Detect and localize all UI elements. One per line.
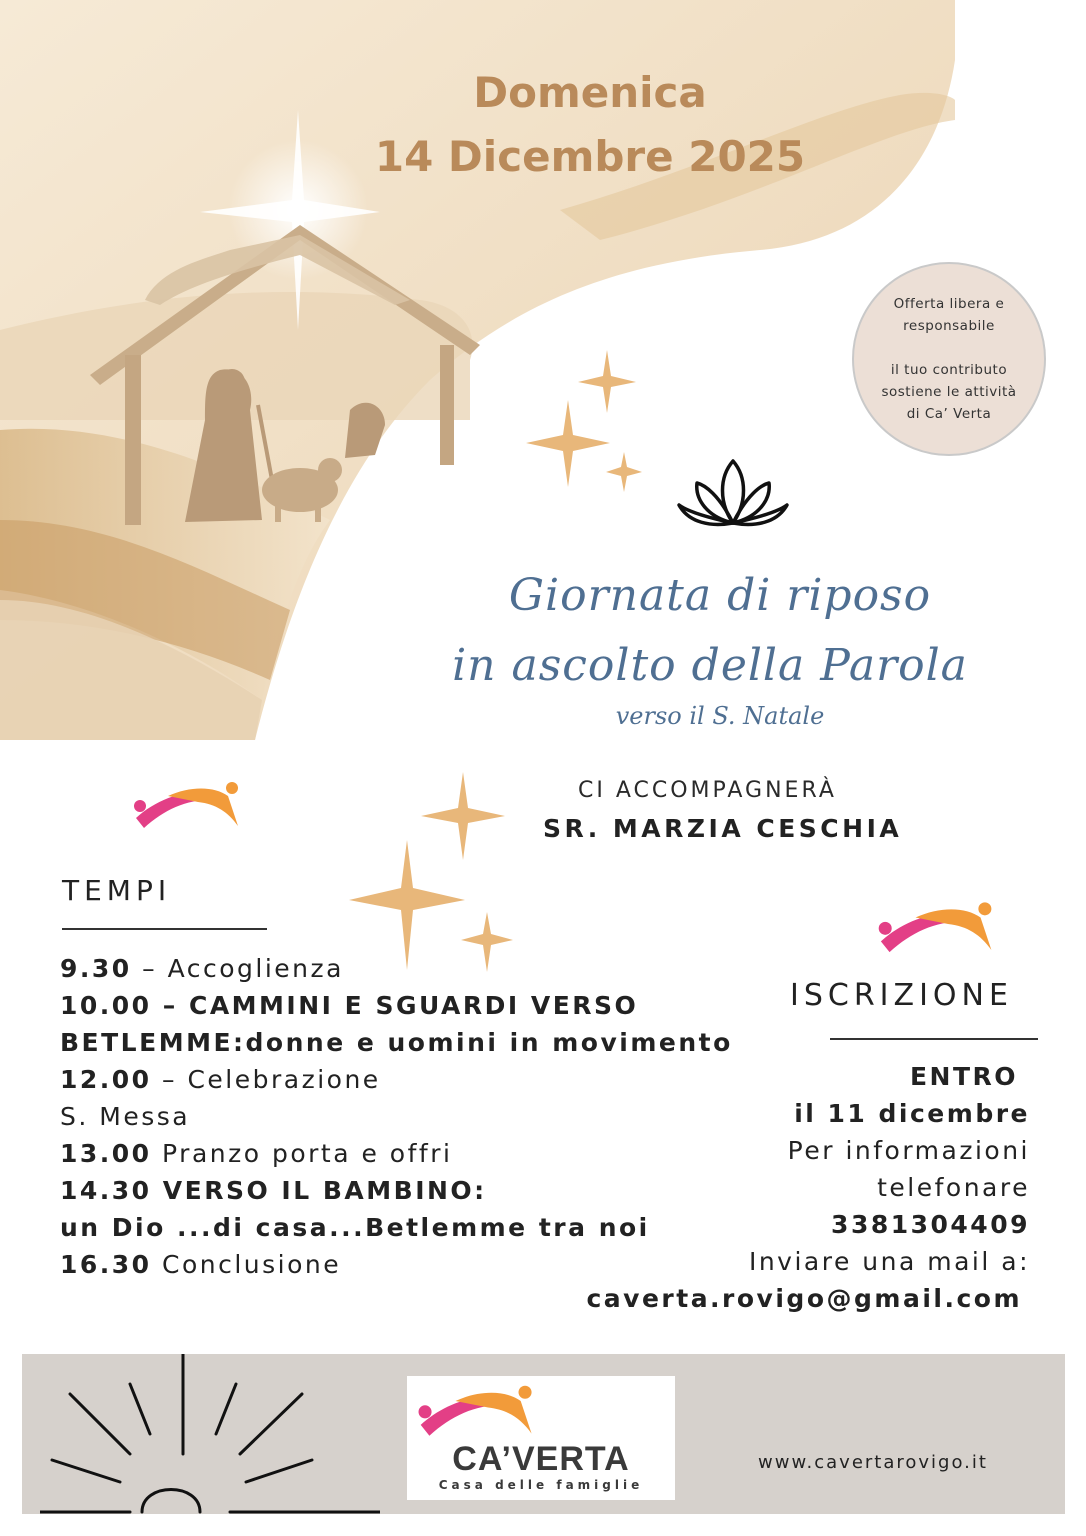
schedule-item: 9.30 – Accoglienza (60, 954, 344, 983)
phone-number[interactable]: 3381304409 (831, 1210, 1030, 1239)
caverta-logo-icon (128, 778, 243, 838)
registration-info-line: Per informazioni (787, 1136, 1030, 1165)
title-line-2: in ascolto della Parola (452, 640, 968, 691)
schedule-item: 14.30 VERSO IL BAMBINO: (60, 1176, 487, 1205)
offer-line: il tuo contributo (890, 362, 1008, 378)
sparkle-stars-icon (520, 345, 670, 495)
divider (62, 928, 267, 930)
registration-heading: ISCRIZIONE (790, 978, 1013, 1013)
schedule-item: 16.30 Conclusione (60, 1250, 342, 1279)
schedule-heading: TEMPI (62, 874, 172, 907)
schedule-item: 13.00 Pranzo porta e offri (60, 1139, 453, 1168)
offer-line: sostiene le attività (881, 384, 1017, 400)
accompany-name: SR. MARZIA CESCHIA (543, 814, 903, 843)
registration-info (586, 1058, 1030, 1317)
offer-circle (852, 262, 1046, 456)
divider (830, 1038, 1038, 1040)
registration-deadline: il 11 dicembre (794, 1099, 1030, 1128)
website-link[interactable]: www.cavertarovigo.it (758, 1452, 988, 1473)
mail-label: Inviare una mail a: (748, 1247, 1030, 1276)
offer-line: responsabile (903, 318, 995, 334)
email-link[interactable]: caverta.rovigo@gmail.com (586, 1284, 1022, 1313)
schedule-item: 10.00 – CAMMINI E SGUARDI VERSO (60, 991, 639, 1020)
offer-line: Offerta libera e (893, 296, 1005, 312)
sparkle-stars-icon (345, 770, 525, 980)
caverta-logo-icon (412, 1380, 537, 1448)
event-date: 14 Dicembre 2025 (374, 132, 806, 181)
schedule-item: S. Messa (60, 1102, 191, 1131)
registration-info-line: telefonare (877, 1173, 1030, 1202)
lotus-icon (675, 455, 791, 531)
title-subtitle: verso il S. Natale (615, 702, 825, 730)
schedule-item: 12.00 – Celebrazione (60, 1065, 381, 1094)
registration-entro: ENTRO (909, 1062, 1018, 1091)
offer-line: di Ca’ Verta (906, 406, 992, 422)
caverta-logo-icon (872, 898, 997, 963)
logo-name: CA’VERTA (452, 1440, 630, 1478)
title-line-1: Giornata di riposo (508, 570, 932, 621)
sun-rays-icon (40, 1354, 380, 1514)
logo-subtitle: Casa delle famiglie (438, 1478, 644, 1492)
event-day: Domenica (473, 68, 707, 117)
accompany-label: CI ACCOMPAGNERÀ (578, 778, 837, 803)
schedule-item: BETLEMME:donne e uomini in movimento (60, 1028, 733, 1057)
schedule-item: un Dio ...di casa...Betlemme tra noi (60, 1213, 650, 1242)
